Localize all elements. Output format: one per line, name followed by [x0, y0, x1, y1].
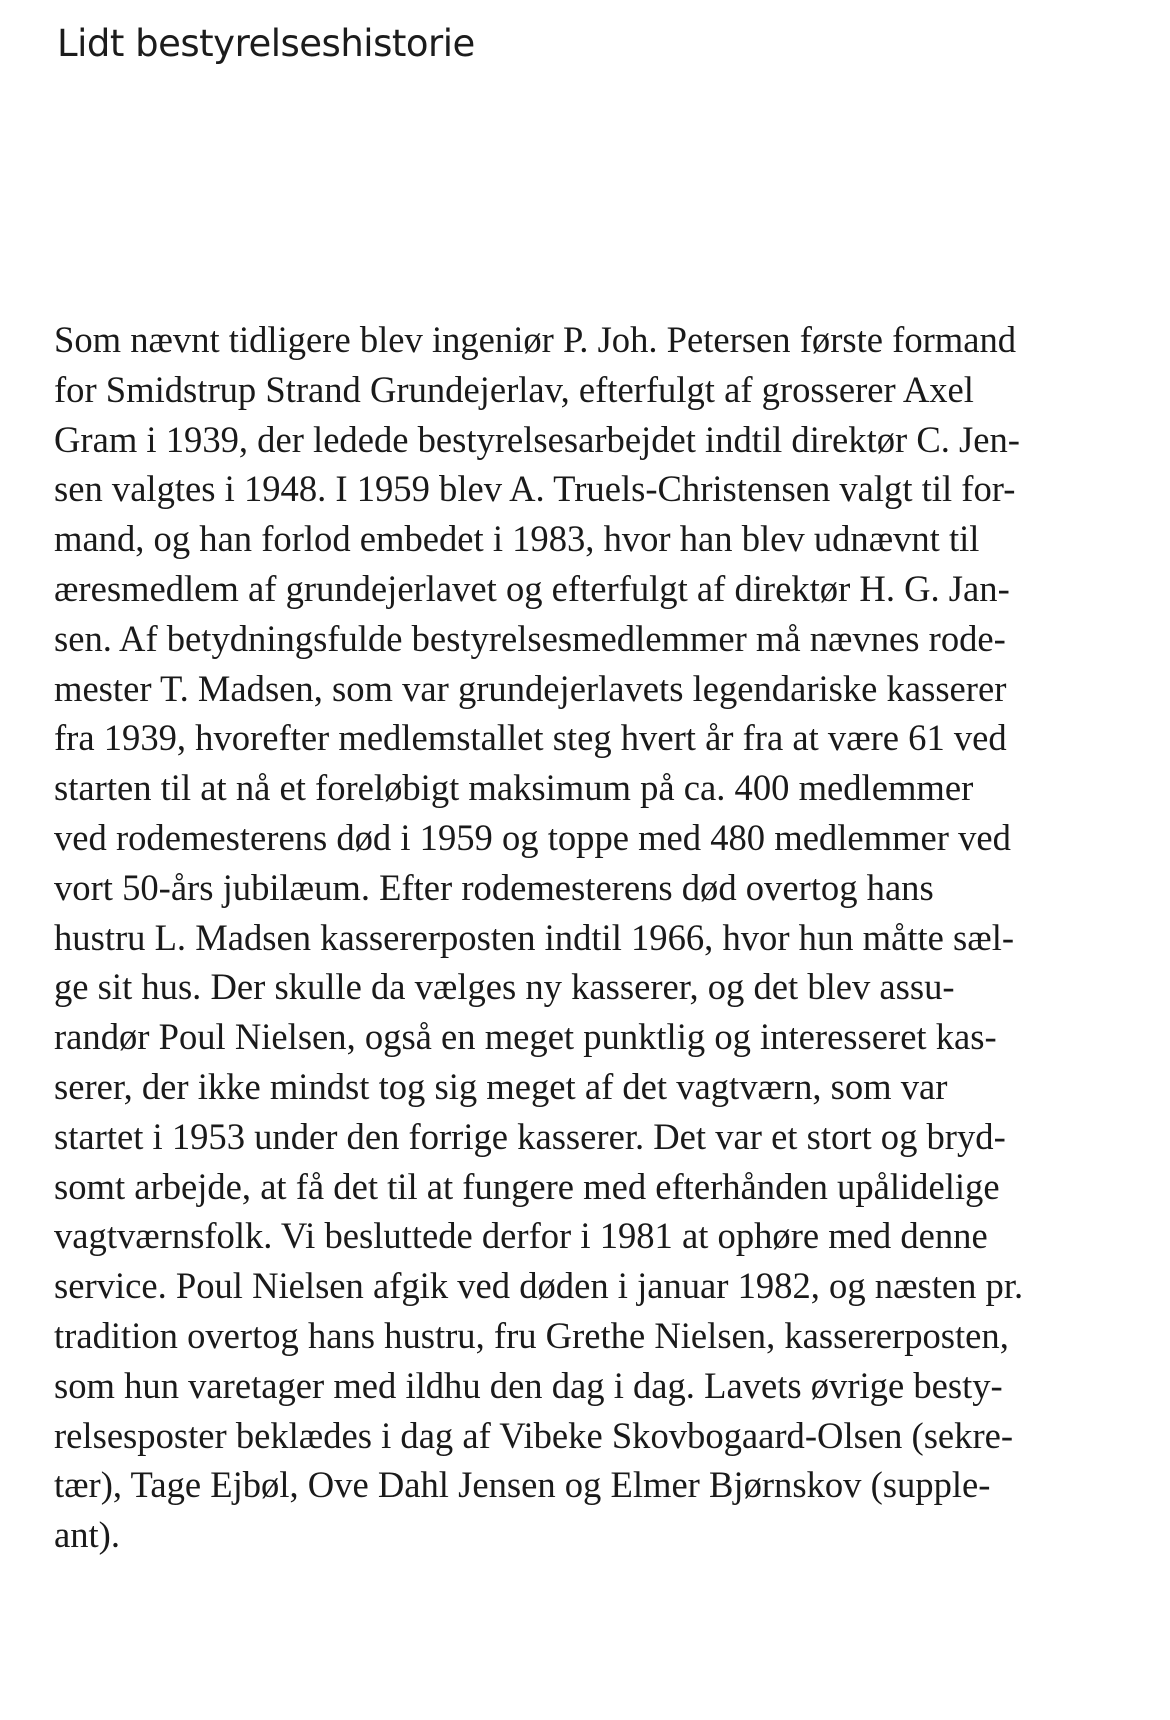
paragraph-line: mester T. Madsen, som var grundejerlavets legendariske kasserer [54, 667, 1007, 709]
paragraph-line: vagtværnsfolk. Vi besluttede derfor i 1981 at ophøre med denne [54, 1215, 988, 1257]
paragraph-line: ant). [54, 1514, 121, 1556]
paragraph-line: startet i 1953 under den forrige kasserer. Det var et stort og bryd- [54, 1115, 1006, 1157]
paragraph-line: for Smidstrup Strand Grundejerlav, efterfulgt af grosserer Axel [54, 368, 974, 410]
paragraph-line: serer, der ikke mindst tog sig meget af det vagtværn, som var [54, 1065, 948, 1107]
body-paragraph [54, 315, 1114, 1560]
paragraph-line: som hun varetager med ildhu den dag i dag. Lavets øvrige besty- [54, 1364, 1003, 1406]
paragraph-line: ved rodemesterens død i 1959 og toppe med 480 medlemmer ved [54, 816, 1011, 858]
paragraph-line: æresmedlem af grundejerlavet og efterfulgt af direktør H. G. Jan- [54, 567, 1010, 609]
paragraph-line: fra 1939, hvorefter medlemstallet steg hvert år fra at være 61 ved [54, 717, 1007, 759]
paragraph-line: tradition overtog hans hustru, fru Grethe Nielsen, kassererposten, [54, 1314, 1009, 1356]
paragraph-line: ge sit hus. Der skulle da vælges ny kasserer, og det blev assu- [54, 966, 955, 1008]
paragraph-line: vort 50-års jubilæum. Efter rodemesterens død overtog hans [54, 866, 934, 908]
paragraph-line: mand, og han forlod embedet i 1983, hvor han blev udnævnt til [54, 518, 980, 560]
paragraph-line: starten til at nå et foreløbigt maksimum på ca. 400 medlemmer [54, 767, 974, 809]
paragraph-line: somt arbejde, at få det til at fungere med efterhånden upålidelige [54, 1165, 1000, 1207]
paragraph-line: sen. Af betydningsfulde bestyrelsesmedlemmer må nævnes rode- [54, 617, 1006, 659]
paragraph-line: Gram i 1939, der ledede bestyrelsesarbejdet indtil direktør C. Jen- [54, 418, 1020, 460]
paragraph-line: service. Poul Nielsen afgik ved døden i januar 1982, og næsten pr. [54, 1265, 1024, 1307]
paragraph-line: randør Poul Nielsen, også en meget punktlig og interesseret kas- [54, 1016, 997, 1058]
paragraph-line: tær), Tage Ejbøl, Ove Dahl Jensen og Elmer Bjørnskov (supple- [54, 1464, 991, 1506]
page-heading: Lidt bestyrelseshistorie [57, 22, 475, 65]
paragraph-line: sen valgtes i 1948. I 1959 blev A. Truels-Christensen valgt til for- [54, 468, 1016, 510]
paragraph-line: relsesposter beklædes i dag af Vibeke Skovbogaard-Olsen (sekre- [54, 1414, 1014, 1456]
paragraph-line: hustru L. Madsen kassererposten indtil 1966, hvor hun måtte sæl- [54, 916, 1015, 958]
paragraph-line: Som nævnt tidligere blev ingeniør P. Joh. Petersen første formand [54, 319, 1017, 360]
